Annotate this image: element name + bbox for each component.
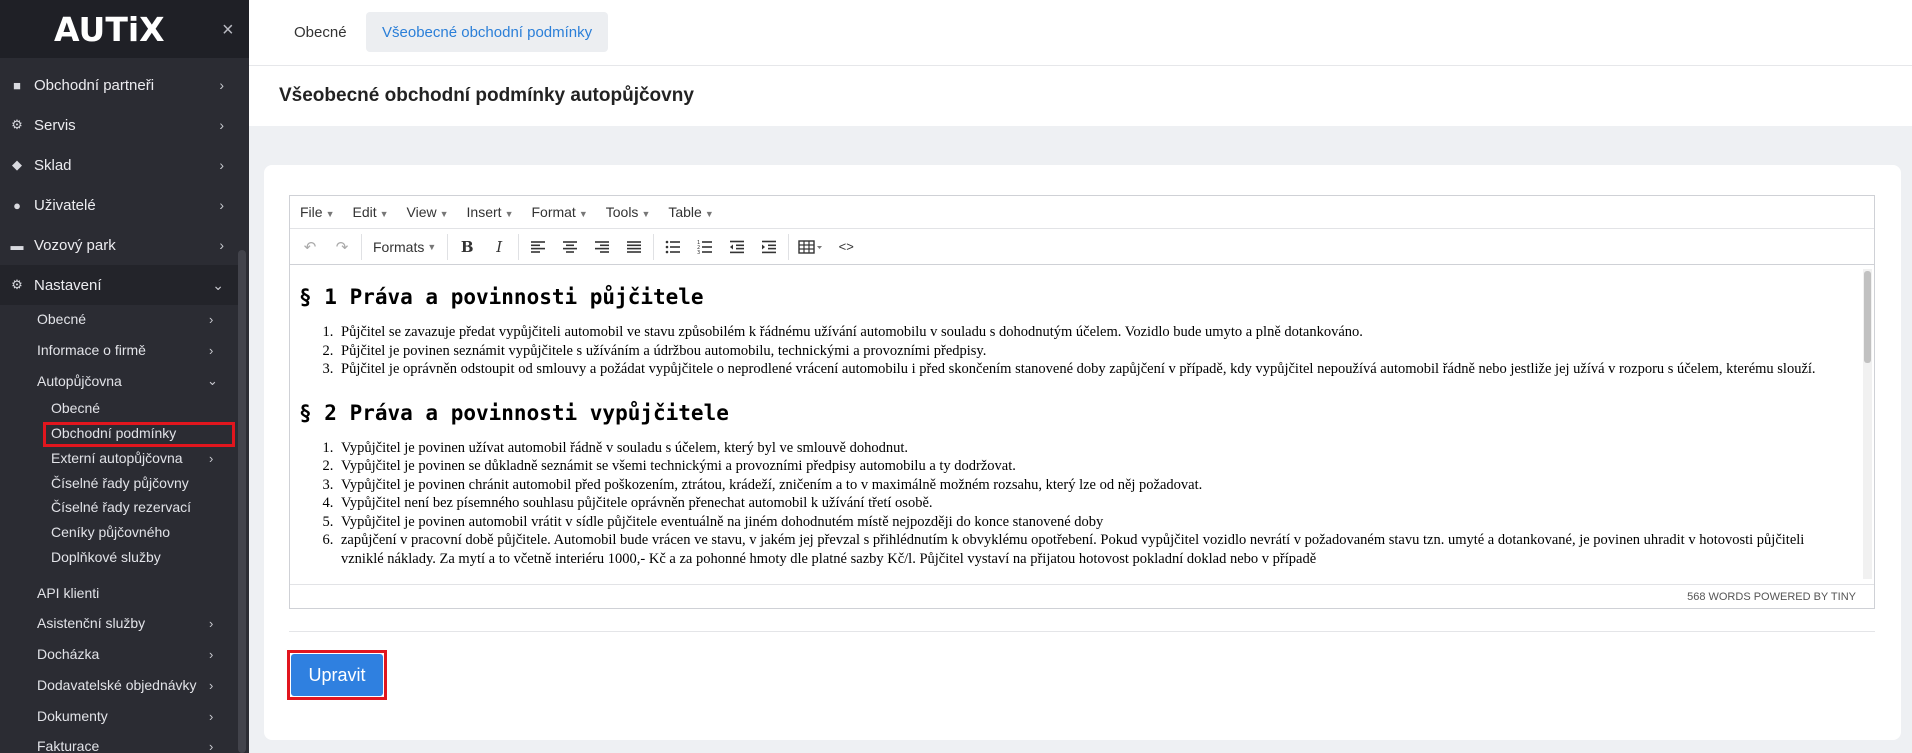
sidebar-subsubitem-label: Externí autopůjčovna <box>51 450 183 466</box>
menu-table[interactable] <box>668 204 713 220</box>
sidebar-subitem-dochazka[interactable] <box>37 642 227 666</box>
menu-format[interactable] <box>531 204 587 220</box>
italic-icon[interactable]: I <box>496 237 503 256</box>
bold-icon[interactable]: B <box>460 237 474 256</box>
gears-icon: ⚙ <box>11 277 23 292</box>
sidebar-subsubitem-label: Obecné <box>51 400 101 416</box>
page-header <box>249 66 1912 126</box>
list-item: 3. Půjčitel je oprávněn odstoupit od smlouvy a požádat vypůjčitele o neprodlené vrácení automobilu i před skončením stanovené doby zapůjčení v případě, kdy vypůjčitel nepoužívá automobil řádně nebo jestliže jej užívá v rozporu s účelem, kterému slouží. <box>337 360 1834 379</box>
sidebar-item-sklad[interactable] <box>0 145 238 185</box>
chevron-right-icon: › <box>209 342 214 358</box>
sidebar-item-label: Servis <box>34 116 76 134</box>
chevron-right-icon: › <box>219 197 224 213</box>
chevron-right-icon: › <box>209 677 214 693</box>
sidebar-subsubitem-label: Obchodní podmínky <box>51 425 177 441</box>
align-center-icon[interactable] <box>554 234 586 260</box>
sidebar-subitem-dodavatelske-objednavky[interactable] <box>37 673 227 697</box>
bullet-list-icon[interactable] <box>657 234 689 260</box>
tab-vseobecne-obchodni-podminky[interactable]: Všeobecné obchodní podmínky <box>366 12 608 52</box>
svg-text:2: 2 <box>697 244 701 251</box>
formats-dropdown[interactable] <box>365 234 444 260</box>
toolbar-separator <box>361 234 362 260</box>
chevron-right-icon: › <box>209 450 214 466</box>
caret-down-icon: ▼ <box>578 209 588 219</box>
list-item: 5. Vypůjčitel je povinen automobil vrátit v sídle půjčitele eventuálně na jiném dohodnutém místě nejpozději do konce stanovené doby <box>337 513 1834 532</box>
menu-label: File <box>300 204 323 220</box>
sidebar-subsubitem-doplnkove-sluzby[interactable] <box>51 545 161 569</box>
chevron-down-icon: ⌄ <box>207 373 218 388</box>
chevron-right-icon: › <box>209 646 214 662</box>
menu-label: Edit <box>352 204 377 220</box>
chevron-right-icon: › <box>219 157 224 173</box>
caret-down-icon: ▼ <box>504 209 514 219</box>
chevron-right-icon: › <box>219 117 224 133</box>
editor-menubar <box>290 196 1874 229</box>
sidebar-subsubitem-ciselne-rady-pujcovny[interactable] <box>51 471 189 495</box>
chevron-right-icon: › <box>209 311 214 327</box>
editor-scrollbar[interactable] <box>1863 269 1872 579</box>
numbered-list-icon[interactable] <box>689 234 721 260</box>
align-left-icon[interactable] <box>522 234 554 260</box>
undo-icon[interactable]: ↶ <box>303 238 317 256</box>
upravit-button[interactable]: Upravit <box>291 654 383 696</box>
section-list <box>337 439 1834 569</box>
editor-content[interactable] <box>290 265 1874 583</box>
formats-label: Formats <box>373 238 425 255</box>
chevron-right-icon: › <box>209 615 214 631</box>
table-icon[interactable] <box>792 234 830 260</box>
sidebar-subsubitem-label: Číselné řady rezervací <box>51 499 192 515</box>
sidebar-subitem-fakturace[interactable] <box>37 734 227 753</box>
sidebar-subitem-label: Docházka <box>37 646 100 662</box>
caret-down-icon: ▼ <box>379 209 389 219</box>
menu-insert[interactable] <box>467 204 514 220</box>
sidebar-item-label: Vozový park <box>34 236 116 254</box>
scrollbar-thumb[interactable] <box>1864 271 1871 363</box>
source-code-icon[interactable]: <> <box>838 239 854 254</box>
box-icon: ◆ <box>12 157 22 172</box>
sidebar-subitem-label: API klienti <box>37 585 100 601</box>
car-icon: ▬ <box>10 237 24 253</box>
chevron-right-icon: › <box>209 738 214 753</box>
sidebar-subitem-dokumenty[interactable] <box>37 704 227 728</box>
sidebar-item-nastaveni[interactable] <box>0 265 238 305</box>
logo[interactable]: AUTiX <box>54 10 165 49</box>
indent-icon[interactable] <box>753 234 785 260</box>
toolbar-separator <box>653 234 654 260</box>
sidebar-subsubitem-label: Doplňkové služby <box>51 549 161 565</box>
menu-file[interactable] <box>300 204 334 220</box>
caret-down-icon: ▼ <box>439 209 449 219</box>
sidebar-item-uzivatele[interactable] <box>0 185 238 225</box>
divider <box>289 631 1875 632</box>
menu-label: Table <box>668 204 702 220</box>
sidebar-item-servis[interactable] <box>0 105 238 145</box>
logo-bar <box>0 0 249 58</box>
sidebar-item-obchodni-partneri[interactable] <box>0 65 238 105</box>
word-count: 568 WORDS POWERED BY TINY <box>1687 590 1856 603</box>
list-item: 2. Vypůjčitel je povinen se důkladně seznámit se všemi technickými a provozními předpisy automobilu a ty dodržovat. <box>337 457 1834 476</box>
svg-text:1: 1 <box>697 239 701 246</box>
rich-text-editor <box>289 195 1875 609</box>
close-icon[interactable]: × <box>222 19 234 41</box>
sidebar-item-vozovy-park[interactable] <box>0 225 238 265</box>
editor-toolbar <box>290 229 1874 265</box>
sidebar-scrollbar[interactable] <box>238 250 246 753</box>
sidebar-subitem-obecne[interactable] <box>37 307 227 331</box>
caret-down-icon: ▼ <box>641 209 651 219</box>
toolbar-separator <box>447 234 448 260</box>
sidebar-subsubitem-ciselne-rady-rezervaci[interactable] <box>51 495 191 519</box>
toolbar-separator <box>788 234 789 260</box>
caret-down-icon: ▼ <box>325 209 335 219</box>
section-heading: § 2 Práva a povinnosti vypůjčitele <box>299 400 729 425</box>
sidebar-item-label: Sklad <box>34 156 72 174</box>
gears-icon: ⚙ <box>11 117 23 132</box>
caret-down-icon: ▼ <box>704 209 714 219</box>
sidebar-subitem-label: Fakturace <box>37 738 100 753</box>
section-heading: § 1 Práva a povinnosti půjčitele <box>299 285 704 309</box>
menu-label: Tools <box>605 204 639 220</box>
toolbar-separator <box>518 234 519 260</box>
chevron-right-icon: › <box>209 708 214 724</box>
sidebar-subitem-label: Autopůjčovna <box>37 373 122 389</box>
sidebar-subsubitem-externi[interactable] <box>51 446 227 470</box>
menu-view[interactable] <box>407 204 449 220</box>
sidebar-subitem-asistencni-sluzby[interactable] <box>37 611 227 635</box>
list-item: 1. Vypůjčitel je povinen užívat automobil řádně v souladu s účelem, který byl ve smlouvě dohodnut. <box>337 439 1834 458</box>
sidebar-subitem-autopujcovna[interactable] <box>37 369 227 393</box>
tab-bar <box>249 0 1912 66</box>
users-icon: ● <box>13 197 21 213</box>
list-item: 2. Půjčitel je povinen seznámit vypůjčitele s užíváním a údržbou automobilu, technickými a provozními předpisy. <box>337 342 1834 361</box>
list-item: 3. Vypůjčitel je povinen chránit automobil před poškozením, ztrátou, krádeží, zničením a to v maximálně možném rozsahu, který lze od něj požadovat. <box>337 476 1834 495</box>
sidebar-subsubitem-ceniky[interactable] <box>51 520 170 544</box>
list-item: 6. zapůjčení v pracovní době půjčitele. Automobil bude vrácen ve stavu, v jakém jej převzal s přihlédnutím k obvyklému opotřebení. Pokud vypůjčitel vozidlo nevrátí v požadovaném stavu tzn. umyté a dotankované, je povinen uhradit v hotovosti půjčiteli vzniklé náklady. Za mytí a to včetně interiéru 1000,- Kč a za pohonné hmoty dle platné sazby Kč/l. Půjčitel vystaví na přijatou hotovost pokladní doklad nebo v případě <box>337 531 1834 568</box>
sidebar-subitem-label: Asistenční služby <box>37 615 146 631</box>
sidebar-subsubitem-obchodni-podminky[interactable] <box>51 421 176 445</box>
sidebar-subsubitem-label: Ceníky půjčovného <box>51 524 171 540</box>
sidebar-subitem-label: Dokumenty <box>37 708 108 724</box>
lock-icon: ■ <box>13 77 21 93</box>
chevron-right-icon: › <box>219 77 224 93</box>
sidebar-subitem-label: Dodavatelské objednávky <box>37 677 197 693</box>
sidebar-subitem-informace[interactable] <box>37 338 227 362</box>
sidebar-subitem-api-klienti[interactable] <box>37 581 227 605</box>
editor-statusbar <box>290 584 1874 608</box>
menu-label: Insert <box>466 204 502 220</box>
svg-text:3: 3 <box>697 249 701 254</box>
caret-down-icon: ▼ <box>427 241 437 252</box>
chevron-right-icon: › <box>219 237 224 253</box>
menu-label: View <box>406 204 437 220</box>
sidebar-subsubitem-obecne[interactable] <box>51 396 100 420</box>
sidebar-subitem-label: Obecné <box>37 311 87 327</box>
menu-edit[interactable] <box>352 204 388 220</box>
menu-label: Format <box>531 204 576 220</box>
tab-obecne[interactable]: Obecné <box>294 23 347 41</box>
section-list <box>337 323 1834 379</box>
align-justify-icon[interactable] <box>618 234 650 260</box>
outdent-icon[interactable] <box>721 234 753 260</box>
menu-tools[interactable] <box>606 204 651 220</box>
chevron-down-icon: ⌄ <box>212 276 224 293</box>
sidebar <box>0 0 249 753</box>
sidebar-item-label: Nastavení <box>34 276 102 294</box>
list-item: 1. Půjčitel se zavazuje předat vypůjčiteli automobil ve stavu způsobilém k řádnému užívání automobilu v souladu s dohodnutým účelem. Vozidlo bude umyto a plně dotankováno. <box>337 323 1834 342</box>
sidebar-subitem-label: Informace o firmě <box>37 342 146 358</box>
align-right-icon[interactable] <box>586 234 618 260</box>
list-item: 4. Vypůjčitel není bez písemného souhlasu půjčitele oprávněn přenechat automobil k užívání třetí osobě. <box>337 494 1834 513</box>
sidebar-item-label: Uživatelé <box>34 196 96 214</box>
sidebar-item-label: Obchodní partneři <box>34 76 155 94</box>
page-title: Všeobecné obchodní podmínky autopůjčovny <box>279 85 694 106</box>
redo-icon[interactable]: ↷ <box>335 238 349 256</box>
sidebar-subsubitem-label: Číselné řady půjčovny <box>51 475 189 491</box>
